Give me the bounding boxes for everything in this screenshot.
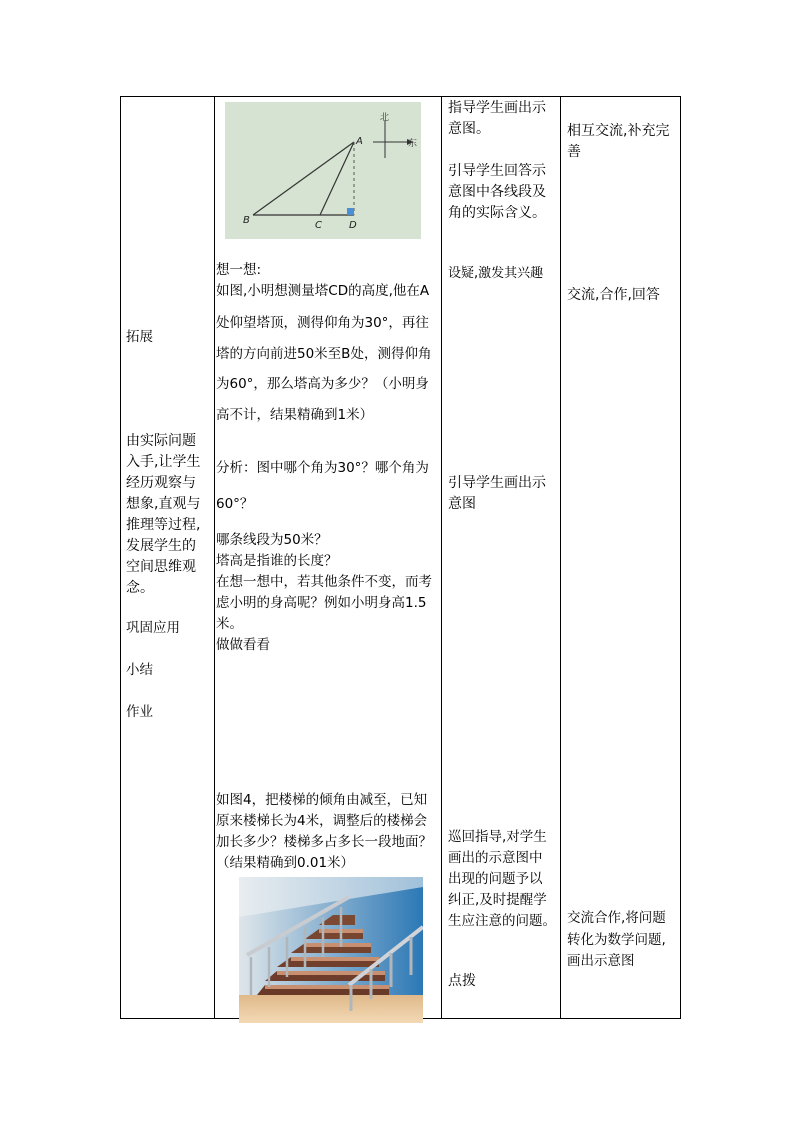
student-line: 善 xyxy=(567,144,581,160)
label-consolidate: 巩固应用 xyxy=(126,620,180,636)
problem-line: 塔的方向前进50米至B处，测得仰角 xyxy=(216,346,432,362)
think-title: 想一想: xyxy=(216,262,262,278)
tower-diagram-svg xyxy=(225,102,421,239)
intent-line: 推理等过程, xyxy=(126,517,201,533)
student-line: 转化为数学问题, xyxy=(567,932,666,948)
guide-line: 意图中各线段及 xyxy=(448,184,546,200)
stairs-problem-line: 如图4，把楼梯的倾角由减至，已知 xyxy=(216,792,428,808)
student-line: 相互交流,补充完 xyxy=(567,123,670,139)
east-label: 东 xyxy=(408,139,418,149)
question-line: 在想一想中，若其他条件不变，而考 xyxy=(216,574,432,590)
problem-line: 为60°，那么塔高为多少？（小明身 xyxy=(216,376,429,392)
guide-line: 生应注意的问题。 xyxy=(448,913,556,929)
vertex-d: D xyxy=(349,220,357,231)
north-label: 北 xyxy=(380,113,390,123)
student-line: 交流,合作,回答 xyxy=(567,287,660,303)
intent-line: 入手,让学生 xyxy=(126,454,201,470)
table-divider-3 xyxy=(560,96,561,1019)
question-line: 虑小明的身高呢？例如小明身高1.5 xyxy=(216,595,427,611)
table-border-left xyxy=(120,96,121,1019)
student-line: 交流合作,将问题 xyxy=(567,910,666,926)
label-homework: 作业 xyxy=(126,704,153,720)
intent-line: 由实际问题 xyxy=(126,433,196,449)
guide-line: 点拨 xyxy=(448,973,476,989)
stairs-problem-line: 加长多少？楼梯多占多长一段地面？ xyxy=(216,834,432,850)
guide-line: 意图。 xyxy=(448,121,490,137)
intent-line: 发展学生的 xyxy=(126,538,196,554)
table-divider-2 xyxy=(441,96,442,1019)
vertex-c: C xyxy=(315,220,322,231)
stairs-problem-line: （结果精确到0.01米） xyxy=(216,855,355,871)
vertex-b: B xyxy=(243,215,250,226)
staircase-image xyxy=(239,877,423,1023)
problem-line: 处仰望塔顶，测得仰角为30°，再往 xyxy=(216,315,429,331)
guide-line: 画出的示意图中 xyxy=(448,850,543,866)
intent-line: 经历观察与 xyxy=(126,475,196,491)
guide-line: 引导学生画出示 xyxy=(448,475,546,491)
label-tuozhan: 拓展 xyxy=(126,329,153,345)
problem-line: 高不计，结果精确到1米） xyxy=(216,407,374,423)
guide-line: 纠正,及时提醒学 xyxy=(448,892,547,908)
tower-diagram xyxy=(225,102,421,239)
question-line: 塔高是指谁的长度？ xyxy=(216,553,338,569)
guide-line: 引导学生回答示 xyxy=(448,163,546,179)
student-line: 画出示意图 xyxy=(567,953,635,969)
table-border-right xyxy=(680,96,681,1019)
question-line: 哪条线段为50米？ xyxy=(216,532,328,548)
stairs-problem-line: 原来楼梯长为4米，调整后的楼梯会 xyxy=(216,813,428,829)
problem-line: 如图,小明想测量塔CD的高度,他在A xyxy=(216,283,430,299)
analysis-line: 分析：图中哪个角为30°？哪个角为 xyxy=(216,460,429,476)
intent-line: 想象,直观与 xyxy=(126,496,201,512)
table-border-top xyxy=(120,96,681,97)
guide-line: 巡回指导,对学生 xyxy=(448,829,547,845)
intent-line: 空间思维观 xyxy=(126,559,196,575)
guide-line: 指导学生画出示 xyxy=(448,100,546,116)
guide-line: 意图 xyxy=(448,496,476,512)
try-title: 做做看看 xyxy=(216,637,270,653)
guide-line: 角的实际含义。 xyxy=(448,205,546,221)
guide-line: 出现的问题予以 xyxy=(448,871,543,887)
staircase-svg xyxy=(239,877,423,1023)
table-divider-1 xyxy=(214,96,215,1019)
guide-line: 设疑,激发其兴趣 xyxy=(448,266,544,281)
analysis-line: 60°？ xyxy=(216,496,254,512)
intent-line: 念。 xyxy=(126,580,154,596)
question-line: 米。 xyxy=(216,616,243,632)
vertex-a: A xyxy=(356,136,363,147)
label-summary: 小结 xyxy=(126,662,153,678)
